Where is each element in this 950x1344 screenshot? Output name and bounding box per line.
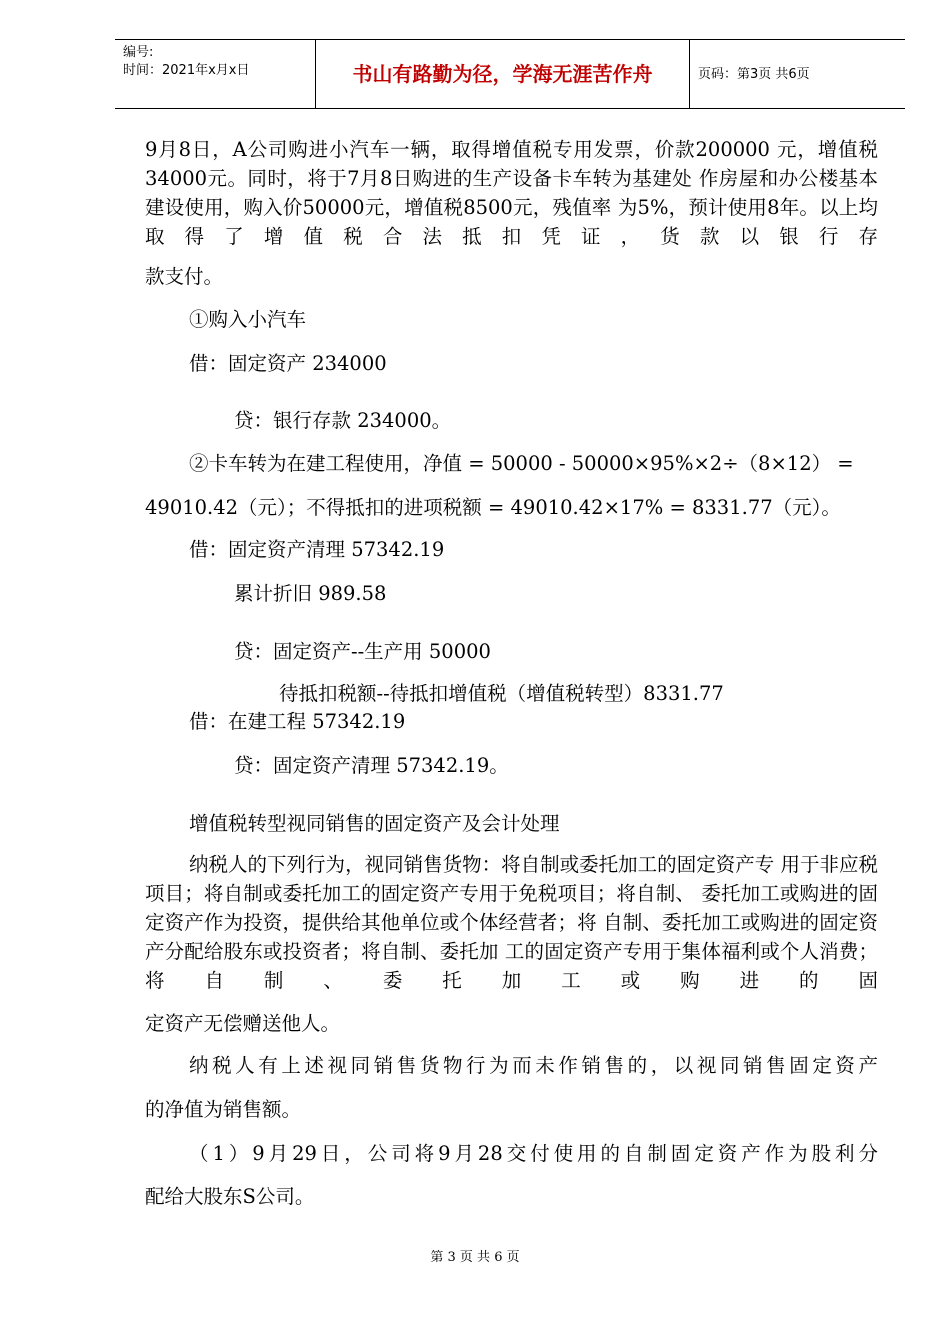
para1-line: 元，增值税34000元。同时，将于7月8日购进的生产设备卡车转为基建处 — [145, 138, 878, 190]
entry3-credit: 贷：固定资产清理 57342.19。 — [234, 754, 509, 777]
para2-last-line: 定资产无偿赠送他人。 — [145, 1012, 341, 1035]
para2-line: 自制、委托加工或购进的固定资产分配给股东或投资者；将自制、委托加 — [145, 911, 878, 963]
entry2-credit2: 待抵扣税额--待抵扣增值税（增值税转型）8331.77 — [279, 682, 724, 705]
header-motto-cell — [316, 40, 690, 108]
entry3-debit: 借：在建工程 57342.19 — [189, 710, 406, 733]
entry2-debit2: 累计折旧 989.58 — [234, 582, 387, 605]
para1-line: 9月8日，A公司购进小汽车一辆，取得增值税专用发票，价款200000 — [145, 138, 770, 161]
page-header — [115, 39, 905, 109]
paragraph-2 — [145, 850, 878, 995]
para3-line1: 纳税人有上述视同销售货物行为而未作销售的，以视同销售固定资产 — [189, 1054, 878, 1077]
header-meta-cell — [115, 40, 316, 108]
item2-line1: ②卡车转为在建工程使用，净值 = 50000 - 50000×95%×2÷（8×12） = — [189, 452, 854, 475]
item1-title: ①购入小汽车 — [189, 308, 307, 331]
page-footer: 第 3 页 共 6 页 — [430, 1250, 520, 1265]
para1-last-line: 款支付。 — [145, 265, 224, 288]
item2-line2: 49010.42（元）；不得抵扣的进项税额 = 49010.42×17% = 8331.77（元）。 — [145, 496, 841, 519]
para2-line: 工的固定资产专用于集体福利或个人消费；将自制、委托加工或购进的固 — [145, 940, 878, 992]
header-page-cell — [690, 40, 905, 108]
para1-line: 作房屋和办公楼基本建设使用，购入价50000元，增值税8500元，残值率 — [145, 167, 878, 219]
para4-line1: （1）9月29日，公司将9月28交付使用的自制固定资产作为股利分 — [189, 1142, 878, 1165]
para2-line: 用于非应税项目；将自制或委托加工的固定资产专用于免税项目；将自制、 — [145, 853, 878, 905]
para3-line2: 的净值为销售额。 — [145, 1098, 302, 1121]
para4-line2: 配给大股东S公司。 — [145, 1185, 315, 1208]
para2-line: 纳税人的下列行为，视同销售货物：将自制或委托加工的固定资产专 — [189, 853, 775, 876]
number-label: 编号: — [123, 45, 154, 60]
paragraph-1 — [145, 135, 878, 251]
motto-text: 书山有路勤为径，学海无涯苦作舟 — [352, 62, 653, 86]
page-label: 页码：第3页 共6页 — [698, 67, 810, 82]
entry2-credit1: 贷：固定资产--生产用 50000 — [234, 640, 491, 663]
entry1-credit: 贷：银行存款 234000。 — [234, 409, 452, 432]
time-label: 时间：2021年x月x日 — [123, 63, 250, 78]
entry1-debit: 借：固定资产 234000 — [189, 352, 387, 375]
para2-line: 委托加工或购进的固定资产作为投资，提供给其他单位或个体经营者；将 — [145, 882, 878, 934]
entry2-debit1: 借：固定资产清理 57342.19 — [189, 538, 445, 561]
section-title: 增值税转型视同销售的固定资产及会计处理 — [189, 812, 560, 835]
para1-line: 为5%，预计使用8年。以上均取得了增值税合法抵扣凭证，货款以银行存 — [145, 196, 878, 248]
